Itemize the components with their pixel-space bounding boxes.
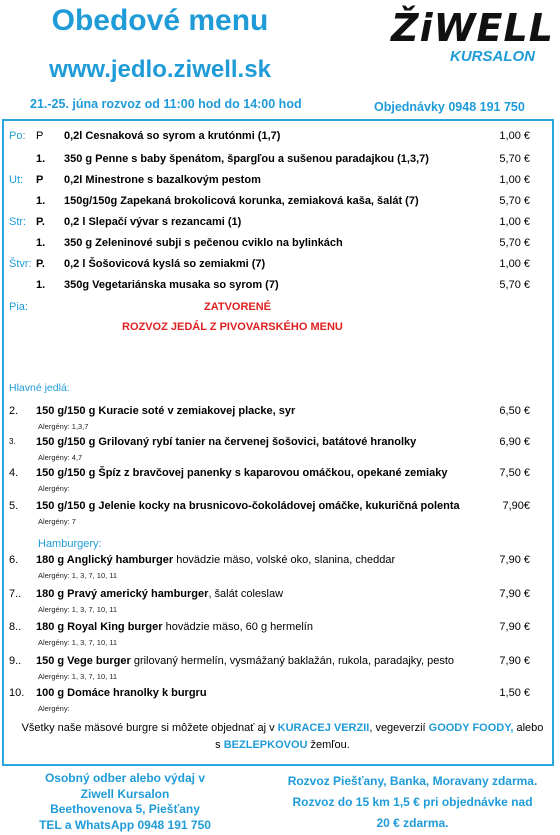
note-text: Všetky naše mäsové burgre si môžete objednať aj v <box>21 722 278 734</box>
item-price: 7,90 € <box>499 655 530 667</box>
pickup-info <box>20 771 230 833</box>
burger-variants-note <box>10 722 555 734</box>
allergens: Alergény: 1, 3, 7, 10, 11 <box>38 571 118 580</box>
logo-sub-text: KURSALON <box>450 48 535 65</box>
item-number: 1. <box>36 279 46 291</box>
item-description <box>36 621 313 633</box>
item-description: 150 g/150 g Grilovaný rybí tanier na červenej šošovici, batátové hranolky <box>36 436 417 448</box>
allergens: Alergény: 1, 3, 7, 10, 11 <box>38 672 118 681</box>
chicken-version: KURACEJ VERZII <box>277 722 370 734</box>
day-label: Po: <box>9 130 26 142</box>
pickup-line: Osobný odber alebo výdaj v <box>44 771 206 785</box>
item-number: 3. <box>9 437 16 446</box>
day-label: Štvr: <box>9 258 32 270</box>
allergens: Alergény: <box>38 484 70 493</box>
burger-details: , šalát coleslaw <box>208 588 284 600</box>
pickup-phone: TEL a WhatsApp 0948 191 750 <box>39 817 211 832</box>
item-number: 2. <box>9 405 19 417</box>
item-number: P. <box>36 258 45 270</box>
item-number: P. <box>36 216 45 228</box>
item-price: 1,50 € <box>499 687 530 699</box>
item-description: 0,2l Minestrone s bazalkovým pestom <box>64 174 261 186</box>
item-price: 6,50 € <box>499 405 530 417</box>
note-text: s <box>215 739 224 751</box>
allergens: Alergény: 4,7 <box>38 453 83 462</box>
item-price: 7,90 € <box>499 621 530 633</box>
burger-name: 180 g Pravý americký hamburger <box>36 588 209 600</box>
note-text: , vegeverzií <box>369 722 429 734</box>
item-number: 5. <box>9 500 19 512</box>
item-price: 7,90 € <box>499 554 530 566</box>
item-number: 1. <box>36 195 46 207</box>
goody-foody: GOODY FOODY, <box>428 722 514 734</box>
page-title: Obedové menu <box>51 4 269 37</box>
item-description <box>36 588 283 600</box>
item-number: 10. <box>9 687 25 699</box>
day-label: Pia: <box>9 301 28 313</box>
order-phone: Objednávky 0948 191 750 <box>374 100 525 114</box>
item-description: 150 g/150 g Kuracie soté v zemiakovej placke, syr <box>36 405 296 417</box>
delivery-line: Rozvoz Piešťany, Banka, Moravany zdarma. <box>287 774 538 788</box>
item-price: 1,00 € <box>499 216 530 228</box>
item-description: 0,2 l Slepačí vývar s rezancami (1) <box>64 216 242 228</box>
item-number: P <box>36 174 44 186</box>
burger-details: hovädzie mäso, volské oko, slanina, cheddar <box>173 554 396 566</box>
ziwell-logo <box>390 6 555 65</box>
burger-variants-note-line2 <box>10 739 555 751</box>
item-number: 1. <box>36 237 46 249</box>
logo-main-text: ŽiWELL <box>391 6 554 50</box>
item-price: 1,00 € <box>499 258 530 270</box>
item-description <box>36 687 207 699</box>
burger-details: hovädzie mäso, 60 g hermelín <box>162 621 313 633</box>
allergens: Alergény: 1,3,7 <box>38 422 89 431</box>
item-description: 0,2 l Šošovicová kyslá so zemiakmi (7) <box>64 258 266 270</box>
item-price: 5,70 € <box>499 195 530 207</box>
item-number: 7.. <box>9 588 22 600</box>
item-price: 7,90 € <box>499 588 530 600</box>
burger-name: 150 g Vege burger <box>36 655 131 667</box>
item-number: 4. <box>9 467 19 479</box>
main-dishes-heading: Hlavné jedlá: <box>9 382 70 394</box>
menu-box <box>2 119 554 766</box>
burgers-heading: Hamburgery: <box>38 538 102 550</box>
gluten-free: BEZLEPKOVOU <box>223 739 308 751</box>
delivery-line: Rozvoz do 15 km 1,5 € pri objednávke nad <box>292 795 533 809</box>
burger-name: 100 g Domáce hranolky k burgru <box>36 687 207 699</box>
closed-label: ZATVORENÉ <box>204 301 272 313</box>
allergens: Alergény: 7 <box>38 517 76 526</box>
item-description <box>36 655 454 667</box>
item-price: 5,70 € <box>499 279 530 291</box>
item-description: 150g/150g Zapekaná brokolicová korunka, zemiaková kaša, šalát (7) <box>64 195 419 207</box>
item-description: 150 g/150 g Špíz z bravčovej panenky s kaparovou omáčkou, opekané zemiaky <box>36 467 448 479</box>
item-price: 7,50 € <box>499 467 530 479</box>
note-text: alebo <box>513 722 544 734</box>
item-description: 350 g Penne s baby špenátom, špargľou a sušenou paradajkou (1,3,7) <box>64 153 429 165</box>
delivery-info <box>270 771 555 834</box>
item-description: 0,2l Cesnaková so syrom a krutónmi (1,7) <box>64 130 281 142</box>
pickup-address: Beethovenova 5, Piešťany <box>50 802 200 816</box>
delivery-line: 20 € zdarma. <box>376 816 449 830</box>
burger-details: grilovaný hermelín, vysmážaný baklažán, rukola, paradajky, pesto <box>130 655 454 667</box>
item-number: 8.. <box>9 621 22 633</box>
day-label: Ut: <box>9 174 24 186</box>
friday-note: ROZVOZ JEDÁL Z PIVOVARSKÉHO MENU <box>122 321 343 333</box>
item-price: 6,90 € <box>499 436 530 448</box>
item-number: 6. <box>9 554 19 566</box>
item-price: 5,70 € <box>499 237 530 249</box>
item-number: 9.. <box>9 655 22 667</box>
burger-name: 180 g Royal King burger <box>36 621 163 633</box>
item-description: 350 g Zeleninové subji s pečenou cviklo na bylinkách <box>64 237 343 249</box>
item-number: P <box>36 130 44 142</box>
burger-name: 180 g Anglický hamburger <box>36 554 174 566</box>
item-price: 1,00 € <box>499 174 530 186</box>
website-url[interactable]: www.jedlo.ziwell.sk <box>49 56 271 83</box>
item-description <box>36 554 395 566</box>
item-price: 7,90€ <box>502 500 530 512</box>
week-and-delivery-hours: 21.-25. júna rozvoz od 11:00 hod do 14:00 hod <box>30 97 302 111</box>
item-description: 150 g/150 g Jelenie kocky na brusnicovo-čokoládovej omáčke, kukuričná polenta <box>36 500 460 512</box>
item-price: 5,70 € <box>499 153 530 165</box>
allergens: Alergény: 1, 3, 7, 10, 11 <box>38 605 118 614</box>
note-text: žemľou. <box>307 739 350 751</box>
pickup-line: Ziwell Kursalon <box>80 786 170 801</box>
allergens: Alergény: <box>38 704 70 713</box>
day-label: Str: <box>9 216 27 228</box>
allergens: Alergény: 1, 3, 7, 10, 11 <box>38 638 118 647</box>
item-number: 1. <box>36 153 46 165</box>
item-description: 350g Vegetariánska musaka so syrom (7) <box>64 279 279 291</box>
item-price: 1,00 € <box>499 130 530 142</box>
